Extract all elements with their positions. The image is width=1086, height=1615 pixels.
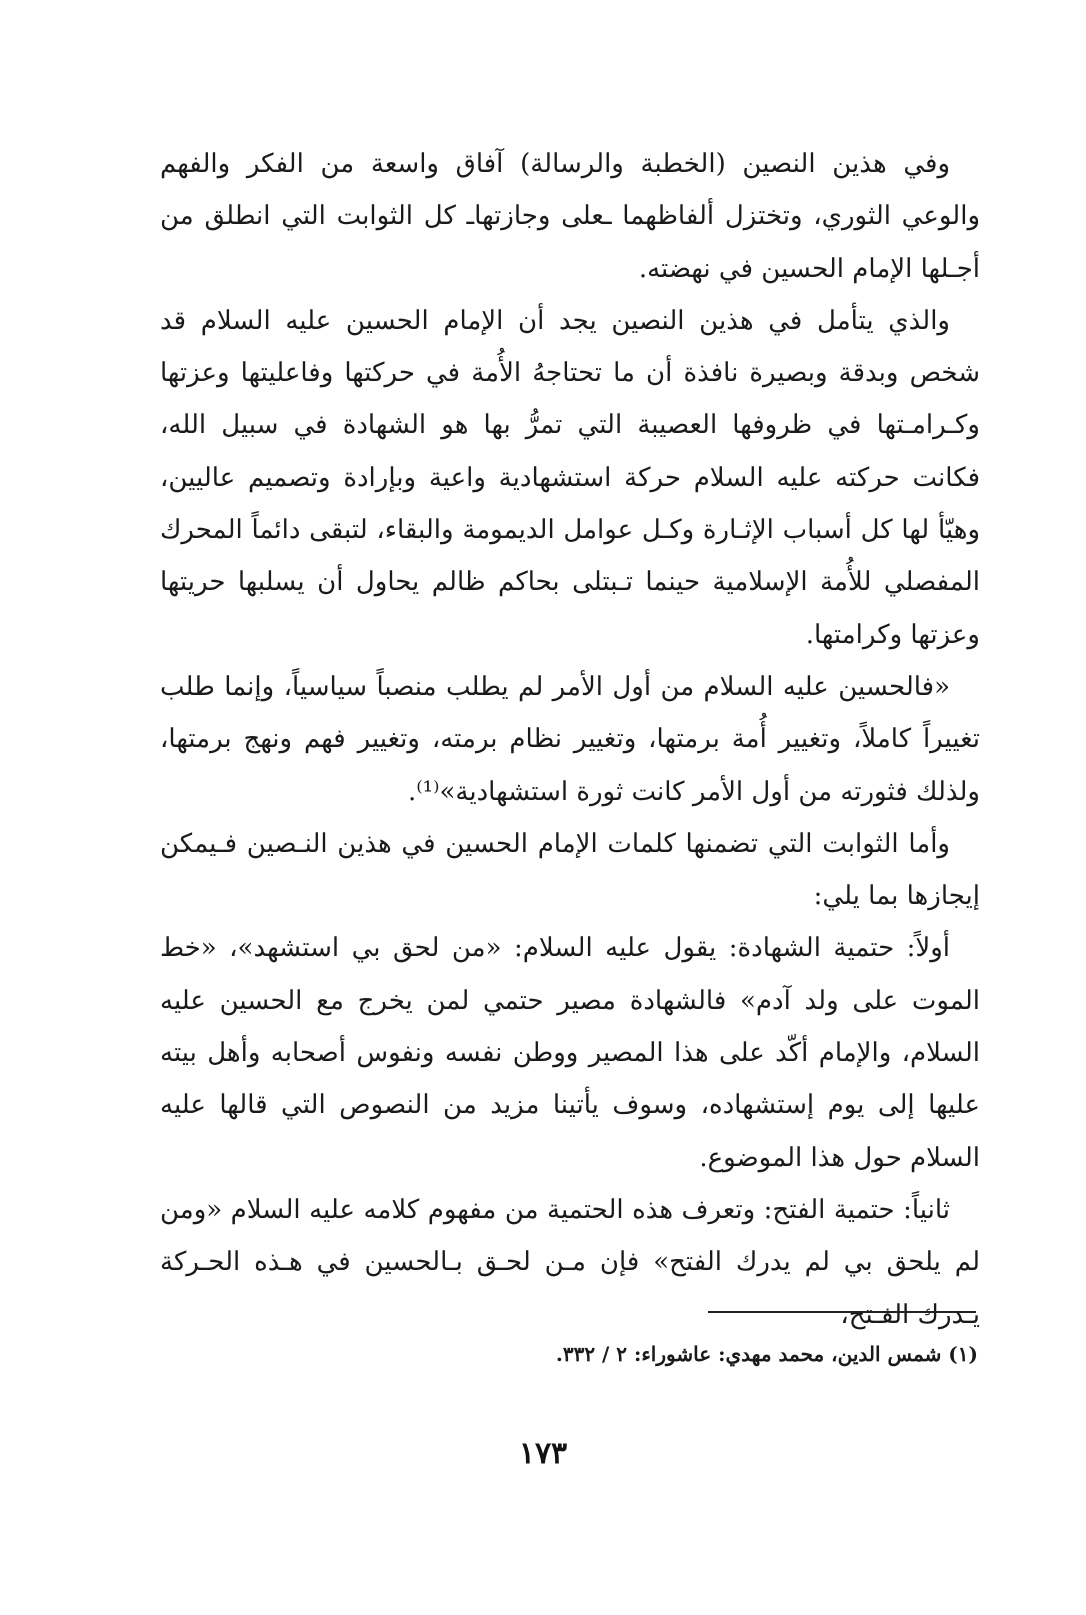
paragraph-1: وفي هذين النصين (الخطبة والرسالة) آفاق واسعة من الفكر والفهم والوعي الثوري، وتختزل ألفاظهما ـعلى وجازتهاـ كل الثوابت التي انطلق من أجـلها الإمام الحسين في نهضته.: [160, 149, 980, 284]
paragraph-2: والذي يتأمل في هذين النصين يجد أن الإمام الحسين عليه السلام قد شخص وبدقة وبصيرة نافذة أن ما تحتاجهُ الأُمة في حركتها وفاعليتها وعزتها وكـرامـتها في ظروفها العصيبة التي تمرُّ بها هو الشهادة في سبيل الله، فكانت حركته عليه السلام حركة استشهادية واعية وبإرادة وتصميم عاليين، وهيّأ لها كل أسباب الإثـارة وكـل عوامل الديمومة والبقاء، لتبقى دائماً المحرك المفصلي للأُمة الإسلامية حينما تـبتلى بحاكم ظالم يحاول أن يسلبها حريتها وعزتها وكرامتها.: [160, 305, 980, 650]
footnote-divider: [708, 1311, 976, 1313]
paragraph-6-second-constant: ثانياً: حتمية الفتح: وتعرف هذه الحتمية من مفهوم كلامه عليه السلام «ومن لم يلحق بي لم يدرك الفتح» فإن مـن لحـق بـالحسين في هـذه الحـركة يـدرك الفـتح،: [160, 1194, 980, 1330]
paragraph-4: وأما الثوابت التي تضمنها كلمات الإمام الحسين في هذين النـصين فـيمكن إيجازها بما يلي:: [160, 828, 980, 912]
paragraph-5-first-constant: أولاً: حتمية الشهادة: يقول عليه السلام: «من لحق بي استشهد»، «خط الموت على ولد آدم» فالشهادة مصير حتمي لمن يخرج مع الحسين عليه السلام، والإمام أكّد على هذا المصير ووطن نفسه ونفوس أصحابه وأهل بيته عليها إلى يوم إستشهاده، وسوف يأتينا مزيد من النصوص التي قالها عليه السلام حول هذا الموضوع.: [160, 933, 980, 1173]
footnote: (١) شمس الدين، محمد مهدي: عاشوراء: ٢ / ٣٣٢.: [555, 1342, 978, 1366]
body-text: [160, 138, 980, 1341]
page-number: ١٧٣: [518, 1436, 568, 1471]
paragraph-3-quote: «فالحسين عليه السلام من أول الأمر لم يطلب منصباً سياسياً، وإنما طلب تغييراً كاملاً، وتغيير أُمة برمتها، وتغيير نظام برمته، وتغيير فهم ونهج برمتها، ولذلك فثورته من أول الأمر كانت ثورة استشهادية»⁽¹⁾.: [160, 671, 980, 807]
